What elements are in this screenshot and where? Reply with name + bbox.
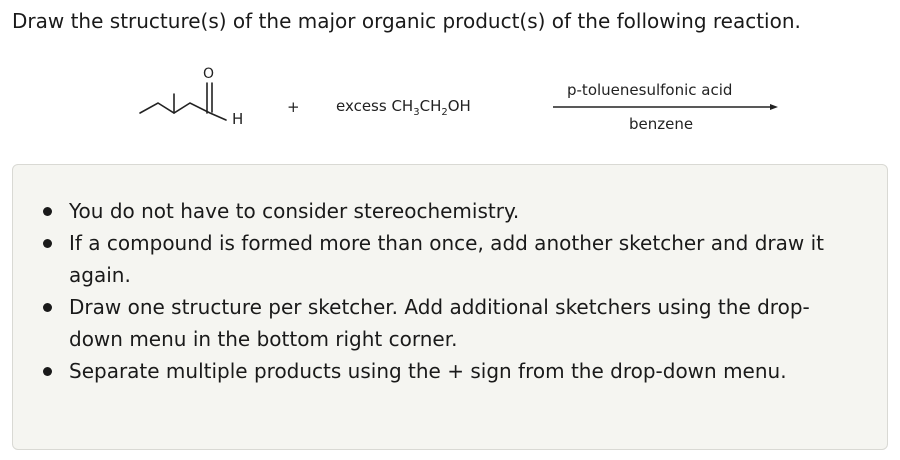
solvent-label: benzene: [629, 115, 694, 133]
instruction-item: You do not have to consider stereochemistry.: [69, 195, 859, 227]
oxygen-atom: O: [203, 66, 215, 82]
instruction-item: Separate multiple products using the + sign from the drop-down menu.: [69, 355, 859, 387]
reagent-ethanol: excess $CH_3CH_2OH$: [336, 97, 471, 118]
hydrogen-atom: H: [232, 110, 244, 128]
arrow-head: [770, 104, 778, 110]
bullet-icon: [43, 239, 52, 248]
instruction-item: Draw one structure per sketcher. Add additional sketchers using the drop-down menu in the bottom right corner.: [69, 291, 859, 355]
carbon-chain: [140, 103, 226, 120]
catalyst-label: p-toluenesulfonic acid: [567, 81, 733, 99]
instructions-panel: [12, 164, 888, 450]
bullet-icon: [43, 367, 52, 376]
instructions-list: [69, 195, 859, 387]
reaction-scheme: [0, 50, 900, 150]
instruction-item: If a compound is formed more than once, add another sketcher and draw it again.: [69, 227, 859, 291]
bullet-icon: [43, 207, 52, 216]
question-prompt: Draw the structure(s) of the major organic product(s) of the following reaction.: [12, 9, 801, 33]
plus-sign: +: [287, 98, 300, 116]
bullet-icon: [43, 303, 52, 312]
